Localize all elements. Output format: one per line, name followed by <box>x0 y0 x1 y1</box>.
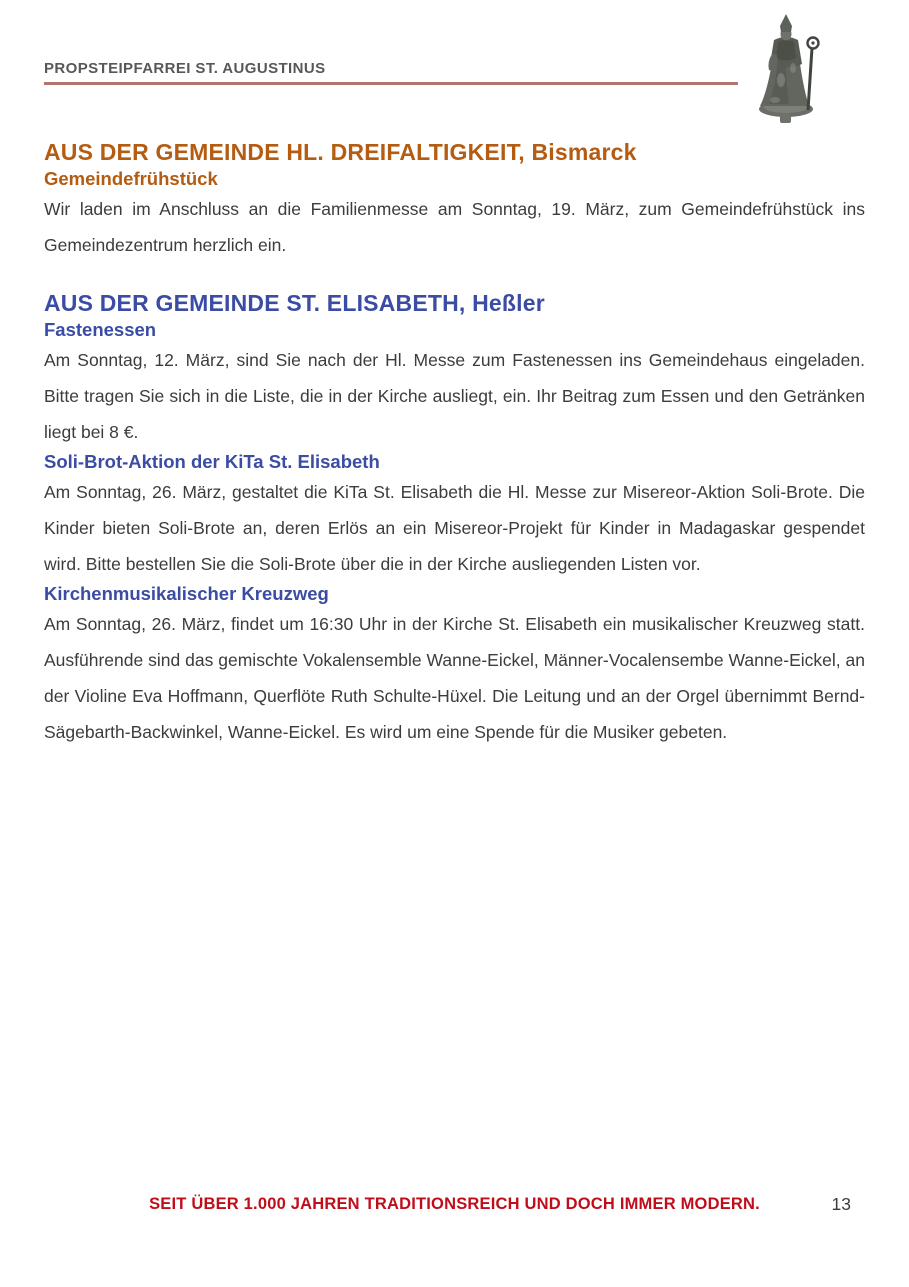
paragraph-kirchenmusikalischer-kreuzweg: Am Sonntag, 26. März, findet um 16:30 Uhr in der Kirche St. Elisabeth ein musikalischer Kreuzweg statt. Ausführende sind das gemischte Vokalensemble Wanne-Eickel, Männer-Vocalensembe Wanne-Eickel, an der Violine Eva Hoffmann, Querflöte Ruth Schulte-Hüxel. Die Leitung und an der Orgel übernimmt Bernd-Sägebarth-Backwinkel, Wanne-Eickel. Es wird um eine Spende für die Musiker gebeten. <box>44 614 865 742</box>
paragraph-gemeindefruehstueck: Wir laden im Anschluss an die Familienmesse am Sonntag, 19. März, zum Gemeindefrühstück ins Gemeindezentrum herzlich ein. <box>44 199 865 255</box>
subsection-title-soli-brot-aktion: Soli-Brot-Aktion der KiTa St. Elisabeth <box>44 451 380 472</box>
paragraph-fastenessen: Am Sonntag, 12. März, sind Sie nach der Hl. Messe zum Fastenessen ins Gemeindehaus eingeladen. Bitte tragen Sie sich in die Liste, die in der Kirche ausliegt, ein. Ihr Beitrag zum Essen und den Getränken liegt bei 8 €. <box>44 350 865 442</box>
page-number: 13 <box>831 1194 851 1214</box>
paragraph-soli-brot-aktion: Am Sonntag, 26. März, gestaltet die KiTa St. Elisabeth die Hl. Messe zur Misereor-Aktion Soli-Brote. Die Kinder bieten Soli-Brote an, deren Erlös an ein Misereor-Projekt für Kinder in Madagaskar gespendet wird. Bitte bestellen Sie die Soli-Brote über die in der Kirche ausliegenden Listen vor. <box>44 482 865 574</box>
section-st-elisabeth <box>44 288 865 750</box>
bulletin-content <box>44 130 865 750</box>
section-hl-dreifaltigkeit <box>44 137 865 263</box>
subsection-title-fastenessen: Fastenessen <box>44 319 157 340</box>
section-heading-st-elisabeth: AUS DER GEMEINDE ST. ELISABETH, Heßler <box>44 290 545 316</box>
subsection-title-gemeindefruehstueck: Gemeindefrühstück <box>44 168 218 189</box>
subsection-title-kirchenmusikalischer-kreuzweg: Kirchenmusikalischer Kreuzweg <box>44 583 329 604</box>
st-augustinus-statue-image <box>745 10 860 125</box>
page-header-title: PROPSTEIPFARREI ST. AUGUSTINUS <box>44 60 738 85</box>
section-heading-dreifaltigkeit: AUS DER GEMEINDE HL. DREIFALTIGKEIT, Bismarck <box>44 139 637 165</box>
footer-motto: SEIT ÜBER 1.000 JAHREN TRADITIONSREICH UND DOCH IMMER MODERN. <box>149 1195 760 1213</box>
